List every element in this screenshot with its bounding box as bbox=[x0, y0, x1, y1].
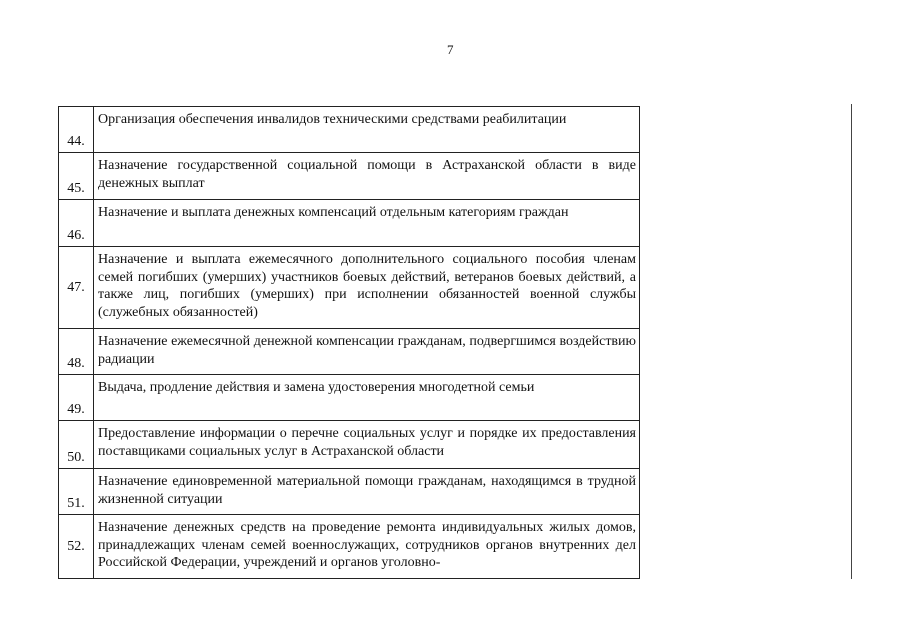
table-row bbox=[59, 107, 640, 153]
row-number: 46. bbox=[59, 200, 94, 247]
scan-margin-line bbox=[851, 104, 852, 579]
row-number: 49. bbox=[59, 375, 94, 421]
service-name: Организация обеспечения инвалидов техническими средствами реабилитации bbox=[94, 107, 640, 153]
table-row bbox=[59, 329, 640, 375]
service-name: Назначение ежемесячной денежной компенсации гражданам, подвергшимся воздействию радиации bbox=[94, 329, 640, 375]
row-number: 51. bbox=[59, 469, 94, 515]
row-number: 52. bbox=[59, 515, 94, 579]
table-row bbox=[59, 421, 640, 469]
service-name: Назначение и выплата денежных компенсаций отдельным категориям граждан bbox=[94, 200, 640, 247]
table-row bbox=[59, 469, 640, 515]
table-row bbox=[59, 247, 640, 329]
service-name: Назначение денежных средств на проведение ремонта индивидуальных жилых домов, принадлежащих членам семей военнослужащих, сотрудников органов внутренних дел Российской Федерации, учреждений и органов уголовно- bbox=[94, 515, 640, 579]
service-name: Назначение и выплата ежемесячного дополнительного социального пособия членам семей погибших (умерших) участников боевых действий, ветеранов боевых действий, а также лиц, погибших (умерших) при исполнении обязанностей военной службы (служебных обязанностей) bbox=[94, 247, 640, 329]
table-row bbox=[59, 200, 640, 247]
row-number: 47. bbox=[59, 247, 94, 329]
table-row bbox=[59, 153, 640, 200]
row-number: 45. bbox=[59, 153, 94, 200]
table-row bbox=[59, 515, 640, 579]
row-number: 44. bbox=[59, 107, 94, 153]
service-name: Назначение государственной социальной помощи в Астраханской области в виде денежных выплат bbox=[94, 153, 640, 200]
service-name: Предоставление информации о перечне социальных услуг и порядке их предоставления поставщиками социальных услуг в Астраханской области bbox=[94, 421, 640, 469]
services-table bbox=[58, 106, 640, 579]
row-number: 48. bbox=[59, 329, 94, 375]
table-row bbox=[59, 375, 640, 421]
service-name: Назначение единовременной материальной помощи гражданам, находящимся в трудной жизненной ситуации bbox=[94, 469, 640, 515]
page-number: 7 bbox=[447, 42, 454, 57]
row-number: 50. bbox=[59, 421, 94, 469]
service-name: Выдача, продление действия и замена удостоверения многодетной семьи bbox=[94, 375, 640, 421]
